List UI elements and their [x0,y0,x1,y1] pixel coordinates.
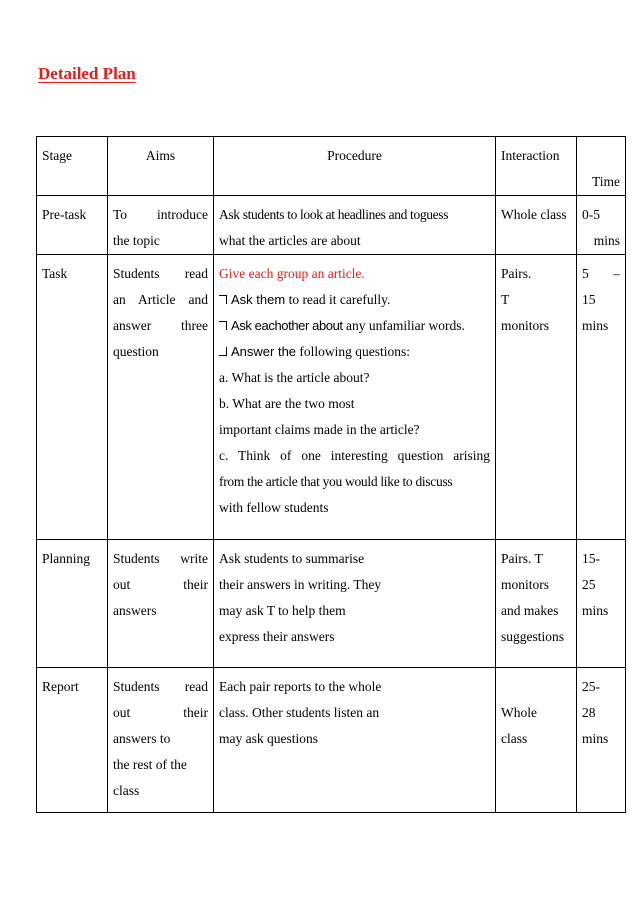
header-time-cell [577,137,626,196]
aims-line: answers to [113,731,171,746]
stage-cell: Task [37,255,108,540]
procedure-line: Each pair reports to the whole [219,679,382,694]
time-line: mins [582,603,609,618]
step-lead: Answer the [231,344,297,359]
aims-cell [108,668,214,813]
time-line: 28 [582,705,596,720]
step-rest: following questions: [296,344,411,359]
table-row [37,540,626,668]
aims-line: Students read [113,266,208,281]
procedure-line: Give each group an article. [219,266,365,281]
header-stage: Stage [37,137,108,196]
procedure-line: what the articles are about [219,233,361,248]
time-cell [577,540,626,668]
header-row [37,137,626,196]
aims-line: out their [113,577,208,592]
lesson-plan-table [36,136,626,813]
interaction-line: Pairs. T [501,551,543,566]
checkbox-glyph-icon [219,321,227,330]
procedure-step [219,313,490,339]
aims-line: Students write [113,551,208,566]
aims-line: an Article and [113,292,208,307]
procedure-line: important claims made in the article? [219,422,420,437]
aims-cell [108,196,214,255]
time-line [582,261,620,287]
procedure-cell [214,540,496,668]
aims-line: Students read [113,679,208,694]
table-row [37,668,626,813]
aims-line: answers [113,603,157,618]
header-interaction: Interaction [496,137,577,196]
time-cell [577,668,626,813]
procedure-line: their answers in writing. They [219,577,382,592]
aims-line: question [113,344,159,359]
procedure-step [219,287,490,313]
step-rest: to read it carefully. [285,292,391,307]
interaction-cell [496,196,577,255]
checkbox-glyph-icon [219,347,227,356]
time-line: 0-5 [582,207,600,222]
time-cell [577,196,626,255]
interaction-line: monitors [501,318,550,333]
time-value: 5 [582,266,589,281]
interaction-cell [496,255,577,540]
time-line: 25 [582,577,596,592]
procedure-line: with fellow students [219,500,329,515]
procedure-line: class. Other students listen an [219,705,380,720]
procedure-line: may ask T to help them [219,603,346,618]
procedure-cell [214,255,496,540]
step-lead: Ask eachother about [231,318,343,333]
interaction-cell [496,668,577,813]
stage-cell: Report [37,668,108,813]
time-dash: – [613,266,620,281]
time-cell [577,255,626,540]
page-title: Detailed Plan [38,64,136,83]
aims-line: To introduce [113,207,208,222]
procedure-line: may ask questions [219,731,318,746]
checkbox-glyph-icon [219,295,227,304]
interaction-line: and makes [501,603,559,618]
header-aims: Aims [108,137,214,196]
header-procedure: Procedure [214,137,496,196]
procedure-line: express their answers [219,629,335,644]
time-line: 15- [582,551,600,566]
aims-line: the topic [113,233,160,248]
procedure-line: c. Think of one interesting question arising [219,448,490,463]
procedure-line: Ask students to summarise [219,551,365,566]
aims-line: the rest of the [113,757,187,772]
aims-cell [108,255,214,540]
interaction-line: T [501,292,510,307]
procedure-cell [214,668,496,813]
aims-line: out their [113,705,208,720]
procedure-line: a. What is the article about? [219,370,370,385]
step-lead: Ask them [231,292,286,307]
procedure-line: from the article that you would like to discuss [219,474,453,489]
interaction-line: Pairs. [501,266,532,281]
procedure-line: b. What are the two most [219,396,355,411]
interaction-cell [496,540,577,668]
aims-line: class [113,783,140,798]
interaction-line: class [501,731,528,746]
time-line: mins [593,233,620,248]
time-line: mins [582,731,609,746]
table-row [37,255,626,540]
step-rest: any unfamiliar words. [342,318,465,333]
procedure-step [219,339,490,365]
aims-cell [108,540,214,668]
procedure-line: Ask students to look at headlines and toguess [219,207,449,222]
interaction-line: suggestions [501,629,565,644]
interaction-line: Whole [501,705,537,720]
stage-cell: Planning [37,540,108,668]
table-row [37,196,626,255]
header-time: Time [591,174,620,189]
procedure-cell [214,196,496,255]
aims-line: answer three [113,318,208,333]
interaction-line: monitors [501,577,550,592]
time-line: 15 [582,292,596,307]
time-line: 25- [582,679,600,694]
stage-cell: Pre-task [37,196,108,255]
time-line: mins [582,318,609,333]
interaction-line: Whole class [501,207,567,222]
